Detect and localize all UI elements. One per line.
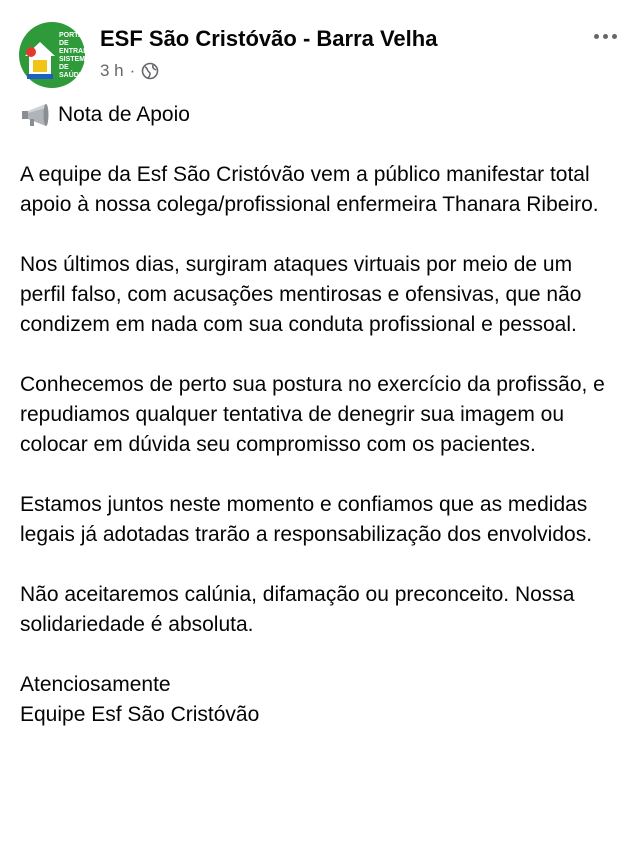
post-header [0,0,640,90]
closing: Atenciosamente [20,673,171,696]
post-title-line [20,100,620,130]
signature-block [20,670,620,730]
post-time[interactable]: 3 h [100,61,124,80]
paragraph-4: Estamos juntos neste momento e confiamos que as medidas legais já adotadas trarão a responsabilização dos envolvidos. [20,493,593,546]
paragraph-1: A equipe da Esf São Cristóvão vem a público manifestar total apoio à nossa colega/profissional enfermeira Thanara Ribeiro. [20,163,599,216]
signature: Equipe Esf São Cristóvão [20,703,260,726]
post-title: Nota de Apoio [58,103,190,126]
meta-separator: · [129,61,136,80]
megaphone-icon [20,102,52,128]
globe-icon [141,62,159,80]
post-meta [100,60,159,82]
paragraph-3: Conhecemos de perto sua postura no exercício da profissão, e repudiamos qualquer tentativa de denegrir sua imagem ou colocar em dúvida seu compromisso com os pacientes. [20,373,605,456]
post-body [20,100,620,730]
house-logo-icon [23,40,57,80]
page-name-link[interactable]: ESF São Cristóvão - Barra Velha [100,26,438,51]
avatar-text: PORTA DE ENTRADA SISTEMA DE SAÚDE [59,32,93,79]
page-avatar[interactable] [19,22,93,88]
more-options-icon[interactable] [588,24,622,48]
paragraph-2: Nos últimos dias, surgiram ataques virtuais por meio de um perfil falso, com acusações mentirosas e ofensivas, que não condizem em nada com sua conduta profissional e pessoal. [20,253,582,336]
paragraph-5: Não aceitaremos calúnia, difamação ou preconceito. Nossa solidariedade é absoluta. [20,583,575,636]
